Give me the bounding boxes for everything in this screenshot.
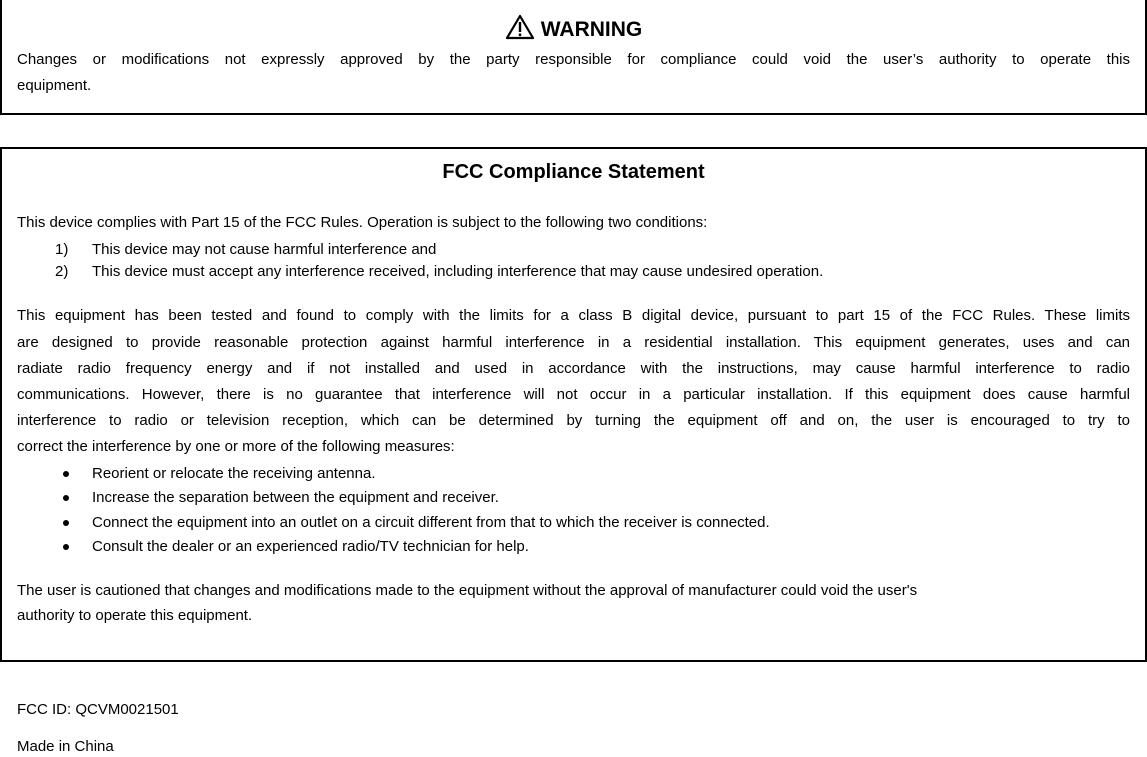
warning-heading: [0, 14, 1147, 44]
condition-text-2: This device must accept any interference received, including interference that may cause undesired operation.: [92, 263, 824, 280]
measure-item-3: Connect the equipment into an outlet on a circuit different from that to which the receiver is connected.: [92, 514, 770, 531]
bullet-icon: [63, 495, 69, 501]
warning-triangle-icon: [505, 14, 535, 40]
warning-text-line-2: equipment.: [17, 77, 92, 94]
bullet-icon: [63, 471, 69, 477]
condition-number-1: 1): [55, 241, 69, 258]
caution-line-2: authority to operate this equipment.: [17, 607, 253, 624]
paragraph-line-6: correct the interference by one or more of the following measures:: [17, 438, 455, 455]
warning-text-line-1: Changes or modifications not expressly approved by the party responsible for compliance could void the user’s authority to operate this: [17, 51, 1130, 68]
paragraph-line-2: are designed to provide reasonable protection against harmful interference in a residential installation. This equipment generates, uses and can: [17, 334, 1130, 351]
origin-text: Made in China: [17, 738, 114, 755]
measure-item-4: Consult the dealer or an experienced radio/TV technician for help.: [92, 538, 529, 555]
paragraph-line-4: communications. However, there is no guarantee that interference will not occur in a particular installation. If this equipment does cause harmful: [17, 386, 1130, 403]
fcc-intro: This device complies with Part 15 of the FCC Rules. Operation is subject to the following two conditions:: [17, 214, 708, 231]
paragraph-line-5: interference to radio or television reception, which can be determined by turning the equipment off and on, the user is encouraged to try to: [17, 412, 1130, 429]
fcc-title: FCC Compliance Statement: [442, 161, 705, 183]
paragraph-line-1: This equipment has been tested and found to comply with the limits for a class B digital device, pursuant to part 15 of the FCC Rules. These limits: [17, 307, 1130, 324]
measure-item-1: Reorient or relocate the receiving antenna.: [92, 465, 376, 482]
paragraph-line-3: radiate radio frequency energy and if not installed and used in accordance with the instructions, may cause harmful interference to radio: [17, 360, 1130, 377]
bullet-icon: [63, 520, 69, 526]
warning-title: WARNING: [540, 18, 643, 41]
measure-item-2: Increase the separation between the equipment and receiver.: [92, 489, 499, 506]
condition-number-2: 2): [55, 263, 69, 280]
condition-text-1: This device may not cause harmful interference and: [92, 241, 437, 258]
bullet-icon: [63, 544, 69, 550]
caution-line-1: The user is cautioned that changes and modifications made to the equipment without the approval of manufacturer could void the user's: [17, 582, 918, 599]
fcc-id: FCC ID: QCVM0021501: [17, 701, 179, 718]
